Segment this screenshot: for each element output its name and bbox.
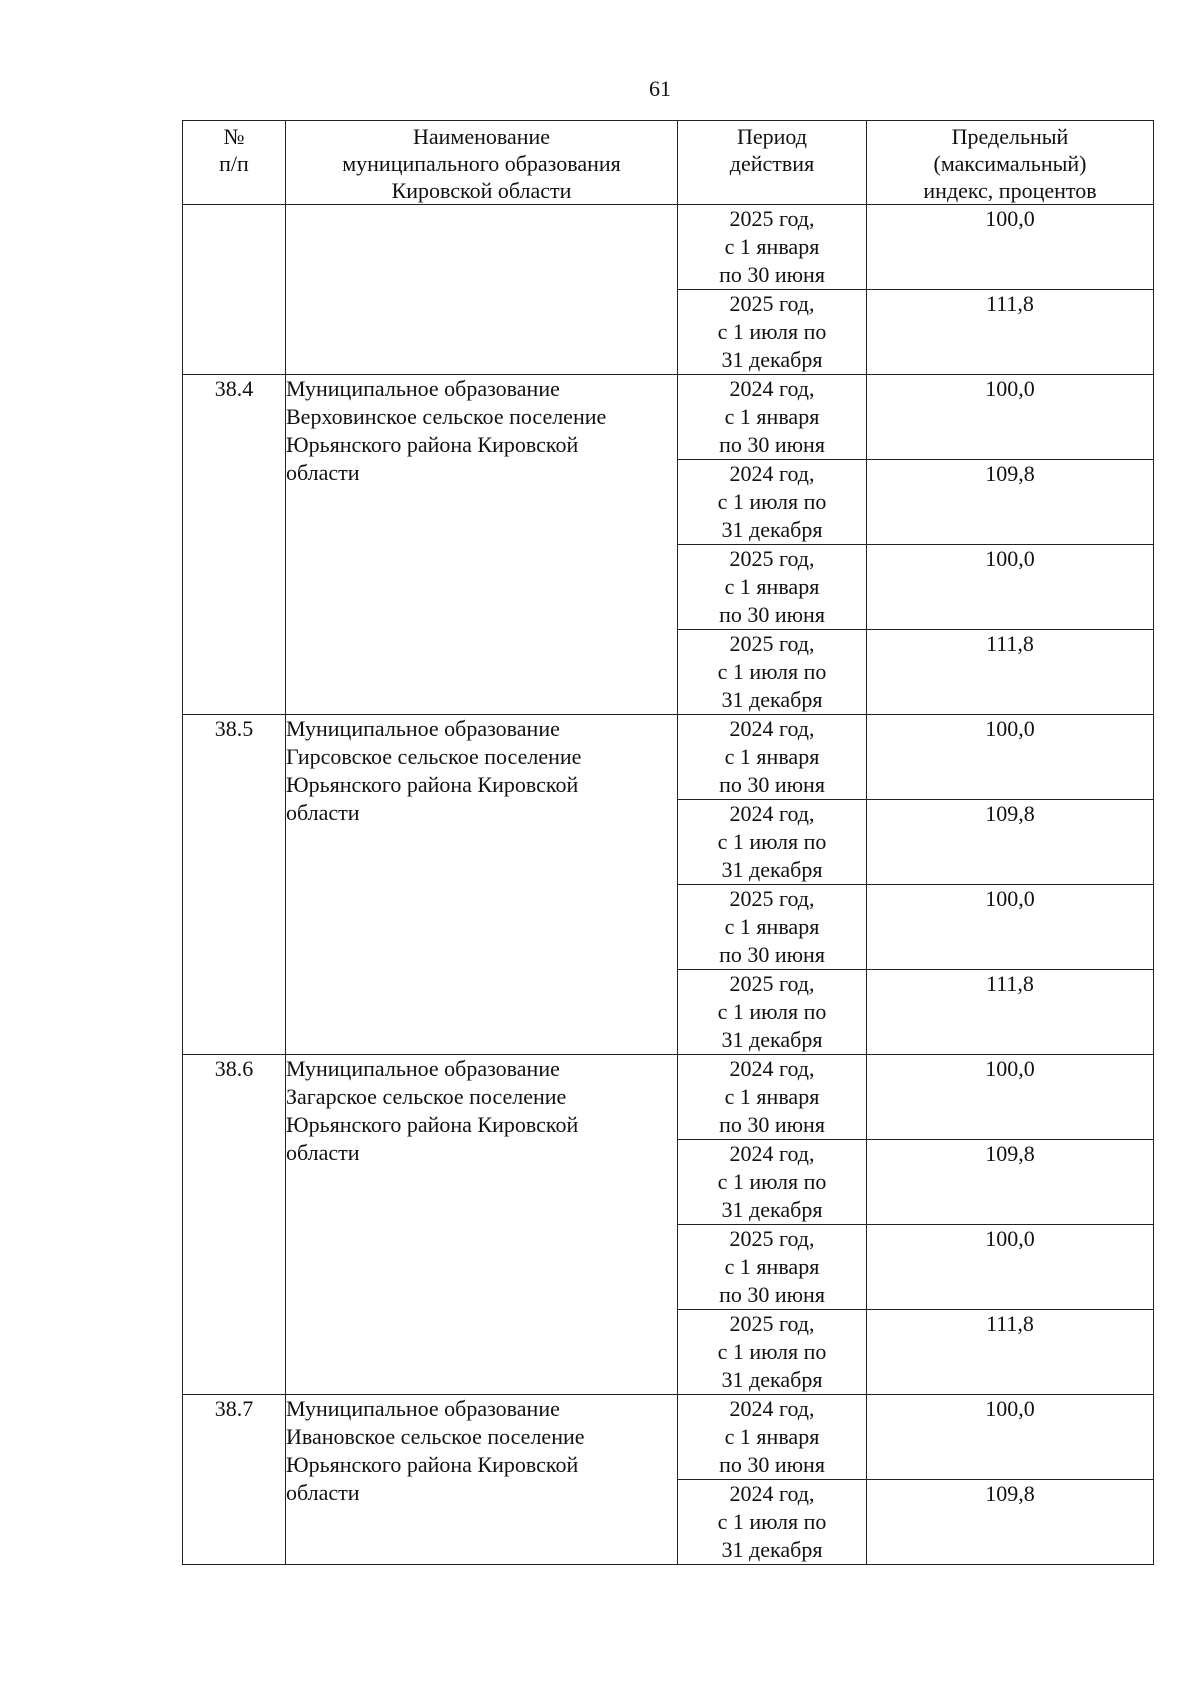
period-line: 31 декабря (721, 1367, 823, 1392)
period-line: по 30 июня (719, 1282, 825, 1307)
period-line: с 1 января (724, 404, 820, 429)
index-value: 100,0 (867, 1395, 1154, 1480)
period-cell (678, 630, 867, 715)
index-value: 100,0 (867, 715, 1154, 800)
period-line: с 1 июля по (717, 829, 827, 854)
municipality-name-line: области (286, 460, 360, 485)
period-line: 2025 год, (729, 1311, 815, 1336)
period-line: 31 декабря (721, 1537, 823, 1562)
row-number: 38.6 (183, 1055, 286, 1395)
row-number: 38.4 (183, 375, 286, 715)
index-value: 111,8 (867, 1310, 1154, 1395)
table-row (183, 375, 1154, 460)
index-value: 100,0 (867, 205, 1154, 290)
table-row (183, 1395, 1154, 1480)
period-cell (678, 1055, 867, 1140)
period-line: с 1 июля по (717, 319, 827, 344)
row-number (183, 205, 286, 375)
municipality-name-line: области (286, 800, 360, 825)
period-cell (678, 1225, 867, 1310)
period-line: 2025 год, (729, 971, 815, 996)
period-line: с 1 января (724, 914, 820, 939)
period-cell (678, 885, 867, 970)
index-value: 100,0 (867, 1055, 1154, 1140)
municipality-name-line: Гирсовское сельское поселение (286, 744, 582, 769)
period-cell (678, 800, 867, 885)
tariff-index-table (182, 120, 1154, 1565)
period-line: по 30 июня (719, 1452, 825, 1477)
period-line: с 1 января (724, 1084, 820, 1109)
municipality-name (286, 1055, 678, 1395)
index-value: 109,8 (867, 1480, 1154, 1565)
period-line: 31 декабря (721, 1027, 823, 1052)
period-line: с 1 июля по (717, 1509, 827, 1534)
period-line: с 1 июля по (717, 999, 827, 1024)
period-cell (678, 460, 867, 545)
index-value: 100,0 (867, 1225, 1154, 1310)
municipality-name (286, 715, 678, 1055)
period-line: 2024 год, (729, 801, 815, 826)
period-line: 31 декабря (721, 687, 823, 712)
period-line: по 30 июня (719, 1112, 825, 1137)
index-value: 111,8 (867, 290, 1154, 375)
table-row (183, 715, 1154, 800)
period-line: 2024 год, (729, 716, 815, 741)
row-number: 38.5 (183, 715, 286, 1055)
period-line: 2025 год, (729, 1226, 815, 1251)
period-cell (678, 1310, 867, 1395)
period-cell (678, 375, 867, 460)
period-line: по 30 июня (719, 262, 825, 287)
period-line: 31 декабря (721, 1197, 823, 1222)
index-value: 100,0 (867, 885, 1154, 970)
municipality-name-line: области (286, 1140, 360, 1165)
period-line: по 30 июня (719, 942, 825, 967)
index-value: 100,0 (867, 375, 1154, 460)
period-line: с 1 июля по (717, 1169, 827, 1194)
period-line: по 30 июня (719, 602, 825, 627)
period-line: 2025 год, (729, 886, 815, 911)
index-value: 109,8 (867, 1140, 1154, 1225)
municipality-name (286, 1395, 678, 1565)
municipality-name-line: Юрьянского района Кировской (286, 1452, 579, 1477)
period-line: с 1 июля по (717, 1339, 827, 1364)
period-line: с 1 января (724, 574, 820, 599)
municipality-name-line: Муниципальное образование (286, 716, 560, 741)
index-value: 100,0 (867, 545, 1154, 630)
period-cell (678, 545, 867, 630)
municipality-name (286, 375, 678, 715)
municipality-name-line: Муниципальное образование (286, 1056, 560, 1081)
period-line: 2025 год, (729, 546, 815, 571)
municipality-name-line: Ивановское сельское поселение (286, 1424, 585, 1449)
period-line: с 1 июля по (717, 489, 827, 514)
municipality-name-line: Верховинское сельское поселение (286, 404, 607, 429)
period-cell (678, 1140, 867, 1225)
period-line: 2024 год, (729, 1056, 815, 1081)
period-cell (678, 970, 867, 1055)
municipality-name-line: Муниципальное образование (286, 376, 560, 401)
period-cell (678, 1480, 867, 1565)
header-name: Наименование муниципального образования Кировской области (286, 121, 678, 205)
period-line: 2024 год, (729, 461, 815, 486)
period-line: 31 декабря (721, 517, 823, 542)
period-line: 2024 год, (729, 376, 815, 401)
period-line: 2025 год, (729, 631, 815, 656)
period-line: 31 декабря (721, 347, 823, 372)
period-line: по 30 июня (719, 772, 825, 797)
period-cell (678, 1395, 867, 1480)
index-value: 111,8 (867, 630, 1154, 715)
municipality-name-line: Юрьянского района Кировской (286, 772, 579, 797)
municipality-name (286, 205, 678, 375)
header-index: Предельный (максимальный) индекс, процентов (867, 121, 1154, 205)
table-header-row (183, 121, 1154, 205)
period-line: с 1 января (724, 744, 820, 769)
municipality-name-line: области (286, 1480, 360, 1505)
table-body (183, 205, 1154, 1565)
table-row (183, 205, 1154, 290)
index-value: 109,8 (867, 460, 1154, 545)
period-line: 2025 год, (729, 291, 815, 316)
index-value: 109,8 (867, 800, 1154, 885)
table-row (183, 1055, 1154, 1140)
municipality-name-line: Загарское сельское поселение (286, 1084, 567, 1109)
header-period: Период действия (678, 121, 867, 205)
period-line: 2024 год, (729, 1141, 815, 1166)
index-value: 111,8 (867, 970, 1154, 1055)
municipality-name-line: Юрьянского района Кировской (286, 432, 579, 457)
period-cell (678, 205, 867, 290)
header-num: № п/п (183, 121, 286, 205)
period-cell (678, 290, 867, 375)
period-line: с 1 января (724, 234, 820, 259)
period-line: 2024 год, (729, 1396, 815, 1421)
row-number: 38.7 (183, 1395, 286, 1565)
municipality-name-line: Юрьянского района Кировской (286, 1112, 579, 1137)
period-line: 2025 год, (729, 206, 815, 231)
municipality-name-line: Муниципальное образование (286, 1396, 560, 1421)
period-line: с 1 января (724, 1254, 820, 1279)
period-line: 31 декабря (721, 857, 823, 882)
page-number: 61 (649, 76, 671, 101)
period-line: с 1 июля по (717, 659, 827, 684)
period-line: по 30 июня (719, 432, 825, 457)
period-line: 2024 год, (729, 1481, 815, 1506)
period-cell (678, 715, 867, 800)
period-line: с 1 января (724, 1424, 820, 1449)
